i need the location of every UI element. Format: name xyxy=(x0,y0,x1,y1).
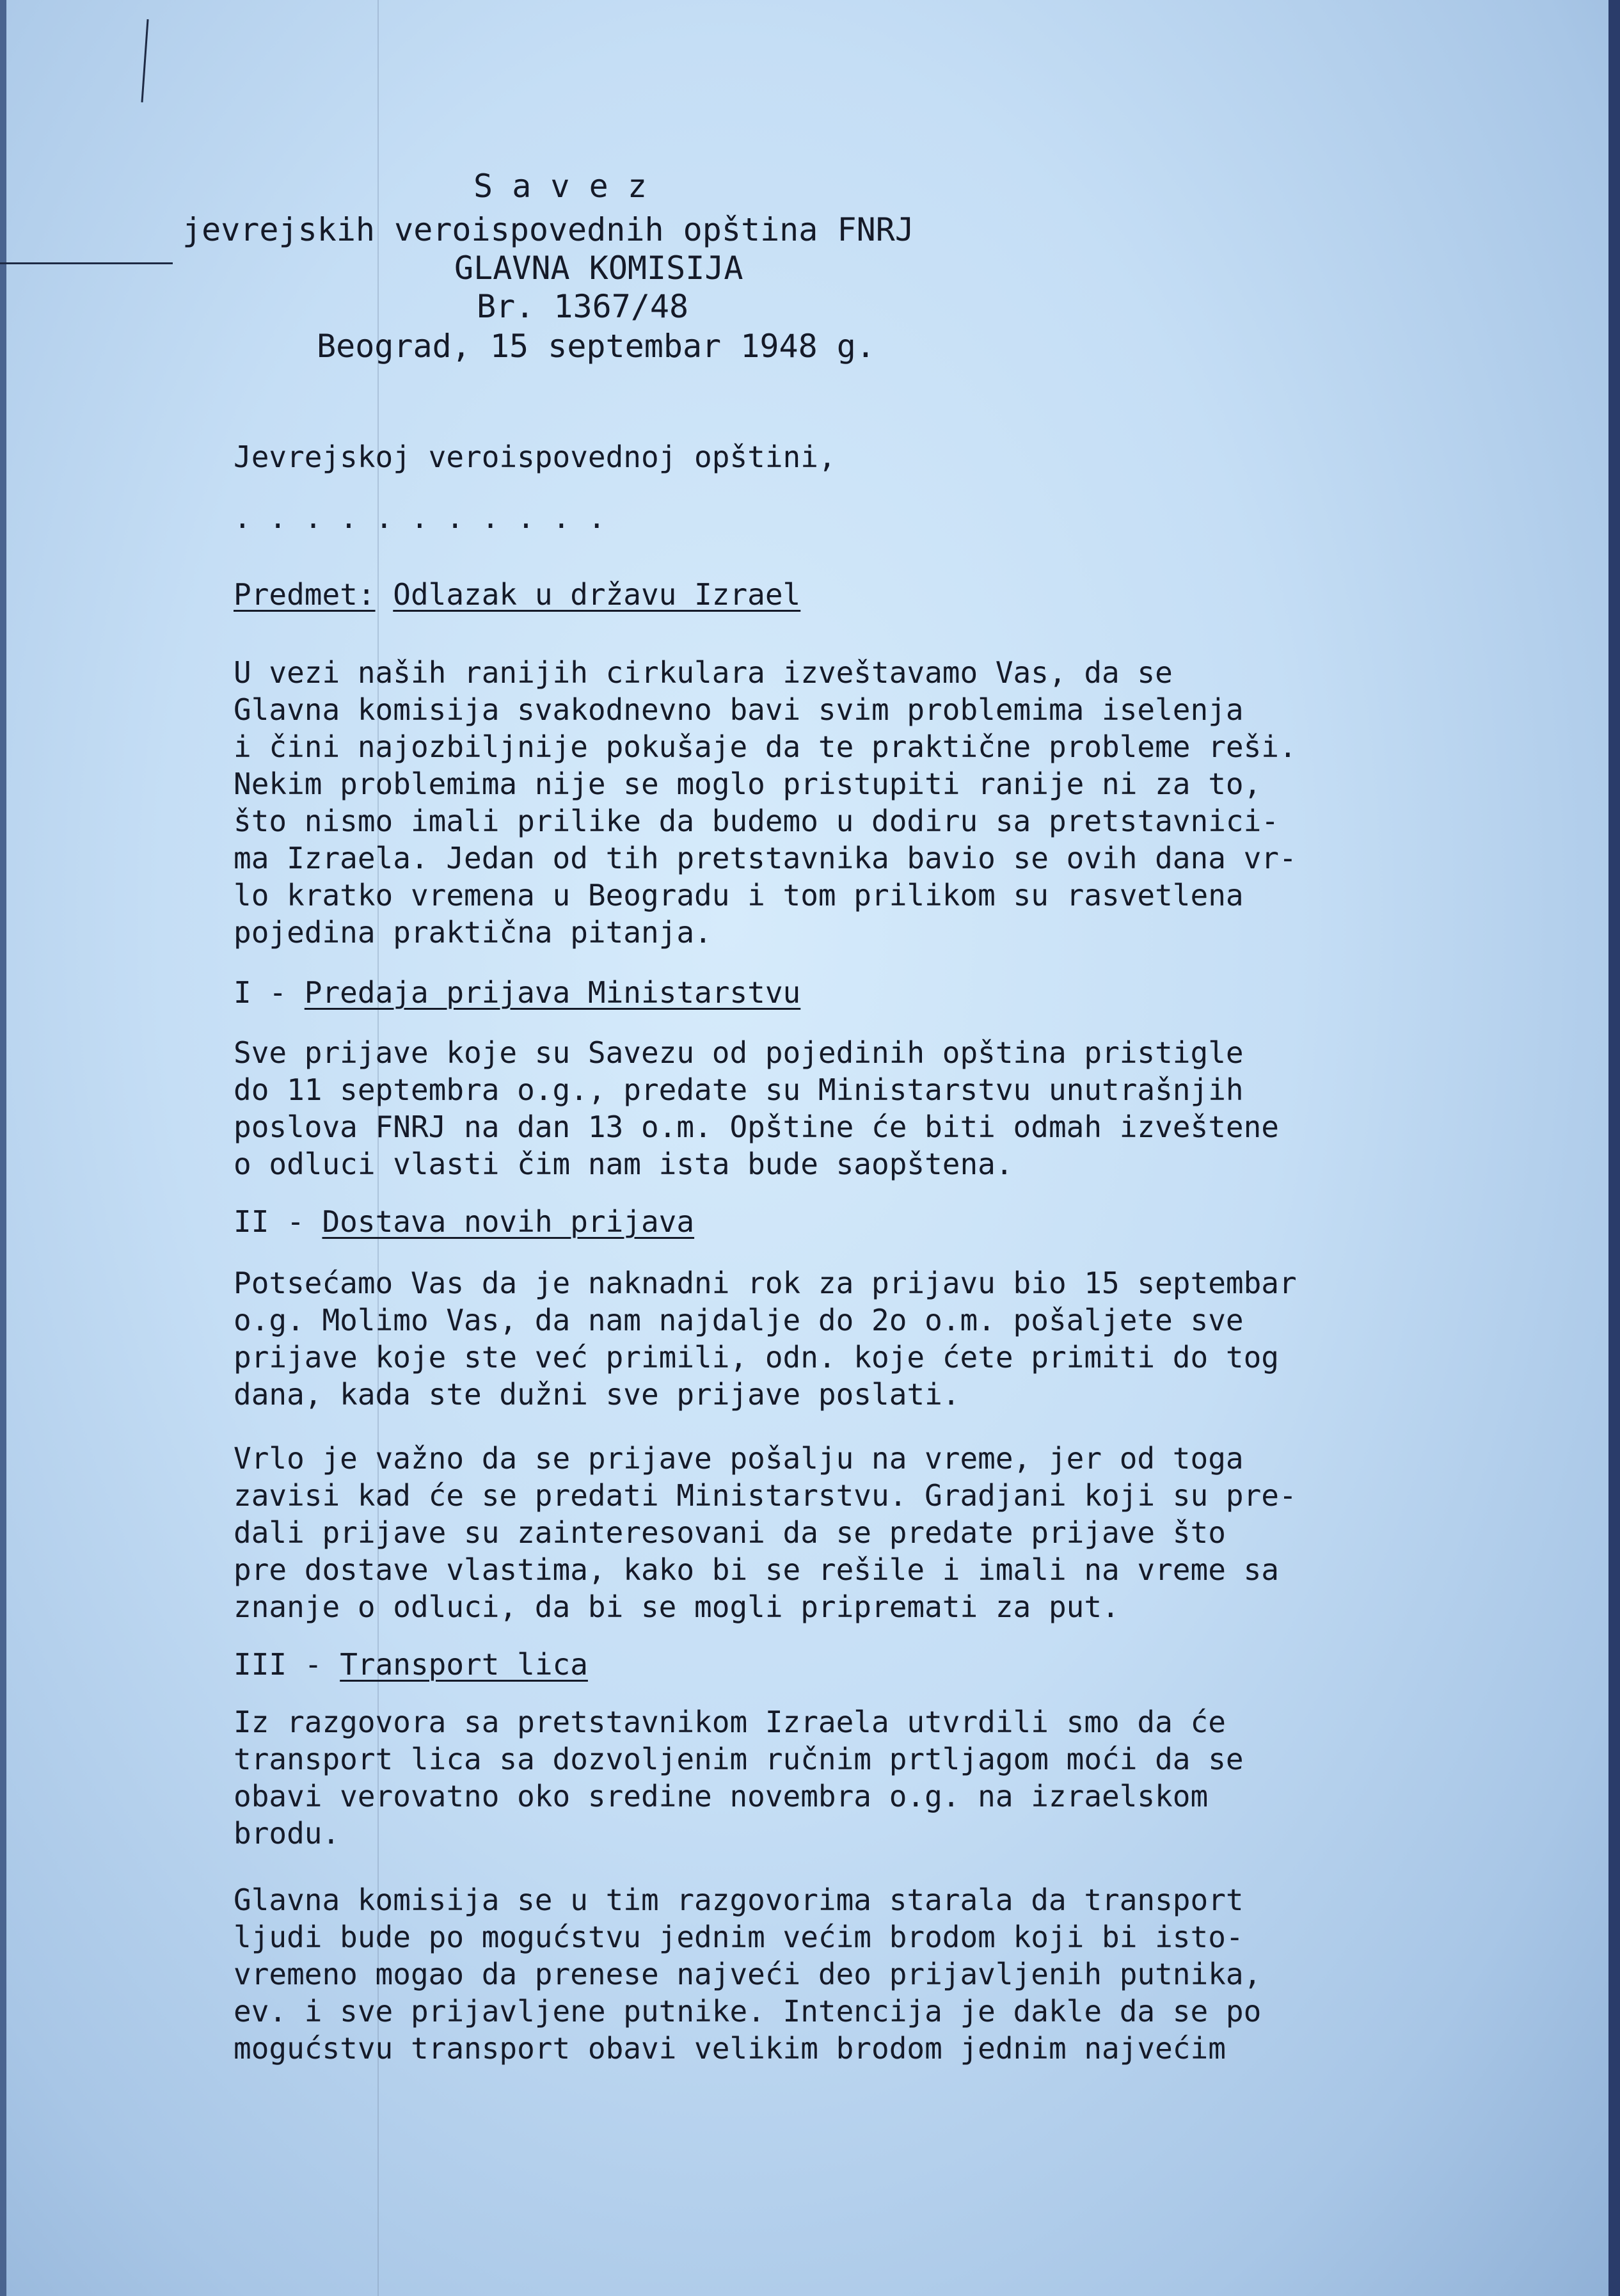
section-title: Transport lica xyxy=(340,1647,588,1682)
paragraph-line: Glavna komisija se u tim razgovorima starala da transport xyxy=(234,1883,1244,1917)
paragraph-line: što nismo imali prilike da budemo u dodiru sa pretstavnici- xyxy=(234,804,1279,838)
paragraph-line: pre dostave vlastima, kako bi se rešile i imali na vreme sa xyxy=(234,1552,1279,1587)
paragraph-line: transport lica sa dozvoljenim ručnim prtljagom moći da se xyxy=(234,1742,1244,1776)
paragraph-line: Sve prijave koje su Savezu od pojedinih opština pristigle xyxy=(234,1035,1244,1070)
paragraph-line: dali prijave su zainteresovani da se predate prijave što xyxy=(234,1515,1226,1550)
paragraph-line: vremeno mogao da prenese najveći deo prijavljenih putnika, xyxy=(234,1957,1262,1991)
section-number: II - xyxy=(234,1204,305,1239)
section-title: Dostava novih prijava xyxy=(322,1204,695,1239)
subject-text: Odlazak u državu Izrael xyxy=(393,577,801,612)
paragraph-line: znanje o odluci, da bi se mogli pripremati za put. xyxy=(234,1590,1120,1624)
paragraph-line: pojedina praktična pitanja. xyxy=(234,915,712,950)
reference-number: Br. 1367/48 xyxy=(477,288,689,325)
section-heading xyxy=(234,974,800,1011)
paragraph-line: do 11 septembra o.g., predate su Ministarstvu unutrašnjih xyxy=(234,1072,1244,1107)
recipient-line: Jevrejskoj veroispovednoj opštini, xyxy=(234,440,836,474)
section-heading xyxy=(234,1203,694,1240)
paragraph-line: dana, kada ste dužni sve prijave poslati. xyxy=(234,1377,960,1412)
section-number: III - xyxy=(234,1647,322,1682)
recipient-dots: . . . . . . . . . . . xyxy=(234,500,606,535)
paragraph-line: zavisi kad će se predati Ministarstvu. Gradjani koji su pre- xyxy=(234,1478,1297,1513)
commission-name: GLAVNA KOMISIJA xyxy=(454,250,743,287)
paragraph-line: o odluci vlasti čim nam ista bude saopštena. xyxy=(234,1147,1013,1181)
place-date: Beograd, 15 septembar 1948 g. xyxy=(317,328,875,365)
paragraph-line: ev. i sve prijavljene putnike. Intencija je dakle da se po xyxy=(234,1994,1262,2029)
paragraph-line: mogućstvu transport obavi velikim brodom jednim najvećim xyxy=(234,2031,1226,2066)
section-title: Predaja prijava Ministarstvu xyxy=(304,975,801,1010)
paragraph-line: poslova FNRJ na dan 13 o.m. Opštine će biti odmah izveštene xyxy=(234,1110,1279,1144)
section-number: I - xyxy=(234,975,287,1010)
org-subtitle: jevrejskih veroispovednih opština FNRJ xyxy=(182,211,914,248)
subject-line xyxy=(234,576,800,613)
paragraph-line: lo kratko vremena u Beogradu i tom prilikom su rasvetlena xyxy=(234,878,1244,913)
paragraph-line: U vezi naših ranijih cirkulara izveštavamo Vas, da se xyxy=(234,655,1173,690)
paragraph-line: brodu. xyxy=(234,1816,340,1851)
paragraph-line: i čini najozbiljnije pokušaje da te praktične probleme reši. xyxy=(234,729,1297,764)
subject-label: Predmet: xyxy=(234,577,376,612)
paragraph-line: Glavna komisija svakodnevno bavi svim problemima iselenja xyxy=(234,692,1244,727)
section-heading xyxy=(234,1646,588,1683)
paragraph-line: Iz razgovora sa pretstavnikom Izraela utvrdili smo da će xyxy=(234,1705,1226,1739)
paragraph-line: ljudi bude po mogućstvu jednim većim brodom koji bi isto- xyxy=(234,1920,1244,1954)
paragraph-line: obavi verovatno oko sredine novembra o.g. na izraelskom xyxy=(234,1779,1209,1814)
paragraph-line: Nekim problemima nije se moglo pristupiti ranije ni za to, xyxy=(234,767,1262,801)
paragraph-line: ma Izraela. Jedan od tih pretstavnika bavio se ovih dana vr- xyxy=(234,841,1297,875)
paragraph-line: Vrlo je važno da se prijave pošalju na vreme, jer od toga xyxy=(234,1441,1244,1476)
paragraph-line: Potsećamo Vas da je naknadni rok za prijavu bio 15 septembar xyxy=(234,1266,1297,1300)
paragraph-line: o.g. Molimo Vas, da nam najdalje do 2o o.m. pošaljete sve xyxy=(234,1303,1244,1337)
paragraph-line: prijave koje ste već primili, odn. koje ćete primiti do tog xyxy=(234,1340,1279,1375)
org-name: S a v e z xyxy=(473,168,647,205)
